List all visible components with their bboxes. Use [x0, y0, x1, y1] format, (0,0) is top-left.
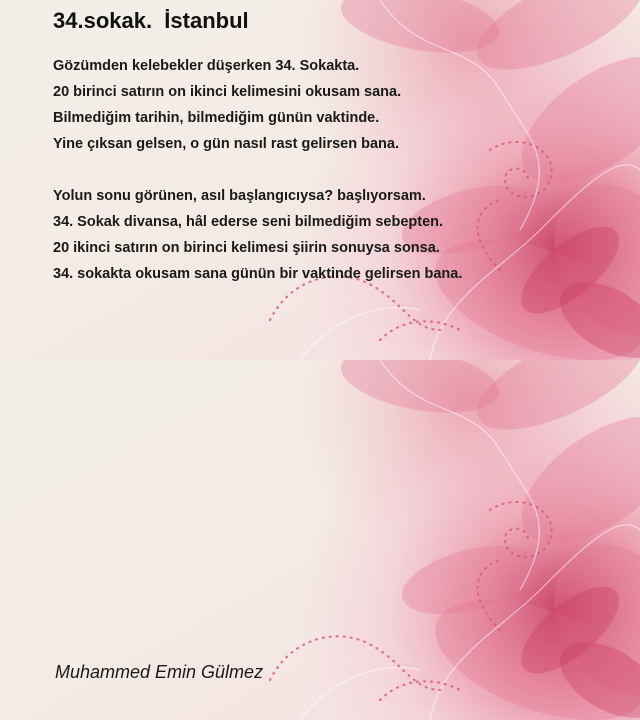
poem-line: 20 birinci satırın on ikinci kelimesini okusam sana. [53, 84, 402, 100]
poem-line: Yolun sonu görünen, asıl başlangıcıysa? başlıyorsam. [53, 188, 426, 204]
stanza-2 [53, 183, 462, 287]
poem-line: Gözümden kelebekler düşerken 34. Sokakta. [53, 58, 360, 74]
poem-line: Bilmediğim tarihin, bilmediğim günün vaktinde. [53, 110, 380, 126]
poem-title: 34.sokak. İstanbul [53, 8, 249, 33]
poem-body [53, 53, 462, 288]
poem-line: 34. Sokak divansa, hâl ederse seni bilmediğim sebepten. [53, 214, 444, 230]
author-name: Muhammed Emin Gülmez [55, 662, 264, 682]
poem-line: 34. sokakta okusam sana günün bir vaktinde gelirsen bana. [53, 266, 463, 282]
poem-line: 20 ikinci satırın on birinci kelimesi şiirin sonuysa sonsa. [53, 240, 440, 256]
stanza-1 [53, 53, 462, 157]
poem-line: Yine çıksan gelsen, o gün nasıl rast gelirsen bana. [53, 136, 399, 152]
